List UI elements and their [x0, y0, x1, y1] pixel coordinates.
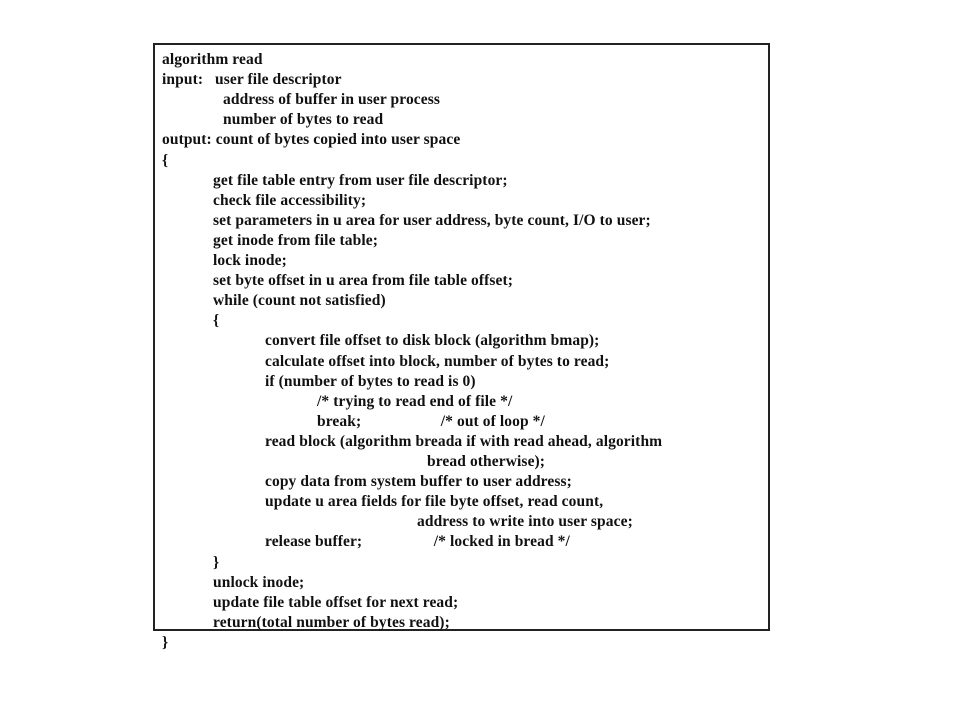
algorithm-line: algorithm read — [162, 51, 263, 68]
algorithm-line: copy data from system buffer to user address; — [265, 473, 572, 491]
algorithm-line: /* trying to read end of file */ — [317, 392, 513, 410]
algorithm-box — [153, 43, 770, 651]
algorithm-line: release buffer; /* locked in bread */ — [265, 533, 570, 551]
algorithm-line: } — [213, 553, 220, 571]
algorithm-line: address to write into user space; — [417, 513, 633, 531]
algorithm-line: break; /* out of loop */ — [317, 412, 545, 430]
algorithm-line: { — [162, 151, 169, 169]
algorithm-line: input: user file descriptor — [162, 71, 342, 89]
algorithm-line: unlock inode; — [213, 573, 305, 591]
algorithm-line: return(total number of bytes read); — [213, 613, 450, 631]
algorithm-line: read block (algorithm breada if with read ahead, algorithm — [265, 432, 663, 450]
algorithm-line: set byte offset in u area from file table offset; — [213, 272, 514, 290]
algorithm-line: address of buffer in user process — [223, 91, 441, 109]
algorithm-line: { — [213, 312, 220, 330]
algorithm-line: if (number of bytes to read is 0) — [265, 372, 476, 390]
algorithm-line: output: count of bytes copied into user space — [162, 131, 461, 149]
algorithm-line: convert file offset to disk block (algorithm bmap); — [265, 332, 600, 350]
algorithm-line: get file table entry from user file descriptor; — [213, 171, 508, 189]
algorithm-line: update file table offset for next read; — [213, 593, 459, 611]
algorithm-line: set parameters in u area for user address, byte count, I/O to user; — [213, 211, 651, 229]
algorithm-line: lock inode; — [213, 252, 287, 269]
algorithm-line: number of bytes to read — [223, 111, 384, 129]
algorithm-line: update u area fields for file byte offset, read count, — [265, 493, 604, 511]
algorithm-line: bread otherwise); — [427, 453, 546, 470]
algorithm-line: } — [162, 633, 169, 651]
algorithm-line: while (count not satisfied) — [213, 292, 386, 310]
algorithm-line: get inode from file table; — [213, 231, 379, 249]
algorithm-line: check file accessibility; — [213, 191, 367, 209]
algorithm-line: calculate offset into block, number of bytes to read; — [265, 352, 610, 370]
